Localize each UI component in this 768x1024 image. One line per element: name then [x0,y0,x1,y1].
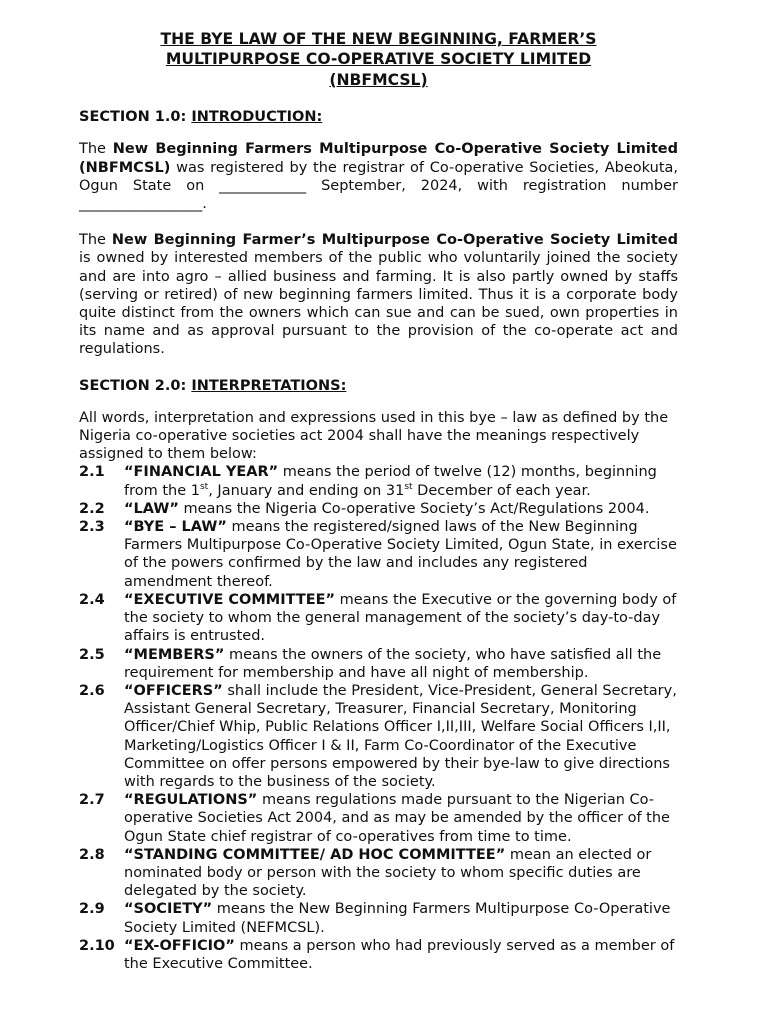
definition-body [124,937,678,973]
interpretations-intro: All words, interpretation and expressions used in this bye – law as defined by the Nigeria co-operative societies act 2004 shall have the meanings respectively assigned to them below: [79,409,669,463]
definition-number: 2.3 [79,519,105,536]
definition-text: means a person who had previously served as a member of the Executive Committee. [124,937,675,972]
definition-text: means the Nigeria Co-operative Society’s Act/Regulations 2004. [178,500,650,517]
intro-paragraph-2 [79,231,678,358]
definition-item [79,682,678,791]
definition-number: 2.1 [79,464,105,481]
definition-body [124,591,678,646]
definition-term: “MEMBERS” [124,646,225,663]
definition-number: 2.9 [79,901,105,918]
section-1-label: SECTION 1.0: [79,109,187,126]
definition-text: means the owners of the society, who have satisfied all the requirement for membership and have all night of membership. [124,646,662,681]
intro-paragraph-1 [79,140,678,213]
definition-term: “FINANCIAL YEAR” [124,464,279,481]
definition-item [79,646,678,682]
definition-term: “SOCIETY” [124,901,213,918]
ordinal-suffix: st [199,481,209,492]
title-line-1: THE BYE LAW OF THE NEW BEGINNING, FARMER’S [160,30,597,48]
section-2-heading [79,377,678,395]
definition-item [79,791,678,846]
definition-number: 2.7 [79,792,105,809]
definition-body [124,500,678,518]
intro-p2-society-name: New Beginning Farmer’s Multipurpose Co-Operative Society Limited [111,232,678,249]
definition-item [79,846,678,901]
definition-term: “OFFICERS” [124,682,223,699]
intro-p1-rest: was registered by the registrar of Co-operative Societies, Abeokuta, Ogun State on ____________ September, 2024, with registration number _________________. [79,159,678,213]
definition-term: “EX-OFFICIO” [124,937,235,954]
definition-body [124,682,678,791]
intro-p1-society-name: New Beginning Farmers Multipurpose Co-Operative Society Limited (NBFMCSL) [79,141,678,176]
definition-body [124,791,678,846]
definitions-list [79,463,678,973]
definition-body [124,646,678,682]
definition-text: means regulations made pursuant to the Nigerian Co-operative Societies Act 2004, and as may be amended by the officer of the Ogun State chief registrar of co-operatives from time to time. [124,792,670,845]
definition-body [124,463,678,499]
definition-number: 2.2 [79,500,105,517]
definition-text: means the period of twelve (12) months, beginning from the 1 [124,464,657,499]
definition-number: 2.8 [79,846,105,863]
definition-item [79,463,678,499]
definition-body [124,518,678,591]
definition-term: “BYE – LAW” [124,519,227,536]
definition-item [79,591,678,646]
definition-text: means the New Beginning Farmers Multipurpose Co-Operative Society Limited (NEFMCSL). [124,901,671,936]
definition-number: 2.10 [79,937,115,954]
definition-text: December of each year. [412,482,591,499]
section-1-heading [79,108,678,126]
definition-item [79,937,678,973]
definition-term: “STANDING COMMITTEE/ AD HOC COMMITTEE” [124,846,506,863]
section-2-label: SECTION 2.0: [79,377,187,394]
title-line-3: (NBFMCSL) [329,70,428,89]
definition-body [124,900,678,936]
definition-item [79,900,678,936]
ordinal-suffix: st [404,481,413,492]
document-title [79,29,678,90]
definition-text: means the Executive or the governing body of the society to whom the general management of the society’s day-to-day affairs is entrusted. [124,591,677,645]
intro-p1-lead: The [79,141,113,158]
definition-number: 2.6 [79,682,105,699]
definition-number: 2.5 [79,646,105,663]
definition-term: “REGULATIONS” [124,792,258,809]
definition-text: shall include the President, Vice-President, General Secretary, Assistant General Secretary, Treasurer, Financial Secretary, Monitoring Officer/Chief Whip, Public Relations Officer I,II,III, Welfare Social Officers I,II, Marketing/Logistics Officer I & II, Farm Co-Coordinator of the Executive Committee on offer persons empowered by their bye-law to give directions with regards to the business of the society. [124,682,677,790]
intro-p2-lead: The [79,232,112,249]
title-line-2: MULTIPURPOSE CO-OPERATIVE SOCIETY LIMITED [165,50,592,69]
section-1-title: INTRODUCTION: [191,109,323,126]
definition-item [79,518,678,591]
definition-item [79,500,678,518]
definition-term: “EXECUTIVE COMMITTEE” [124,591,336,608]
definition-body [124,846,678,901]
definition-number: 2.4 [79,591,105,608]
definition-text: , January and ending on 31 [208,482,405,499]
intro-p2-rest: is owned by interested members of the public who voluntarily joined the society and are into agro – allied business and farming. It is also partly owned by staffs (serving or retired) of new beginning farmers limited. Thus it is a corporate body quite distinct from the owners which can sue and can be sued, own properties in its name and as approval pursuant to the provision of the co-operate act and regulations. [79,250,678,358]
definition-term: “LAW” [124,500,179,517]
section-2-title: INTERPRETATIONS: [191,377,347,394]
definition-text: means the registered/signed laws of the New Beginning Farmers Multipurpose Co-Operative Society Limited, Ogun State, in exercise of the powers confirmed by the law and includes any registered amendment thereof. [124,519,677,590]
definition-text: mean an elected or nominated body or person with the society to whom specific duties are delegated by the society. [124,846,652,900]
